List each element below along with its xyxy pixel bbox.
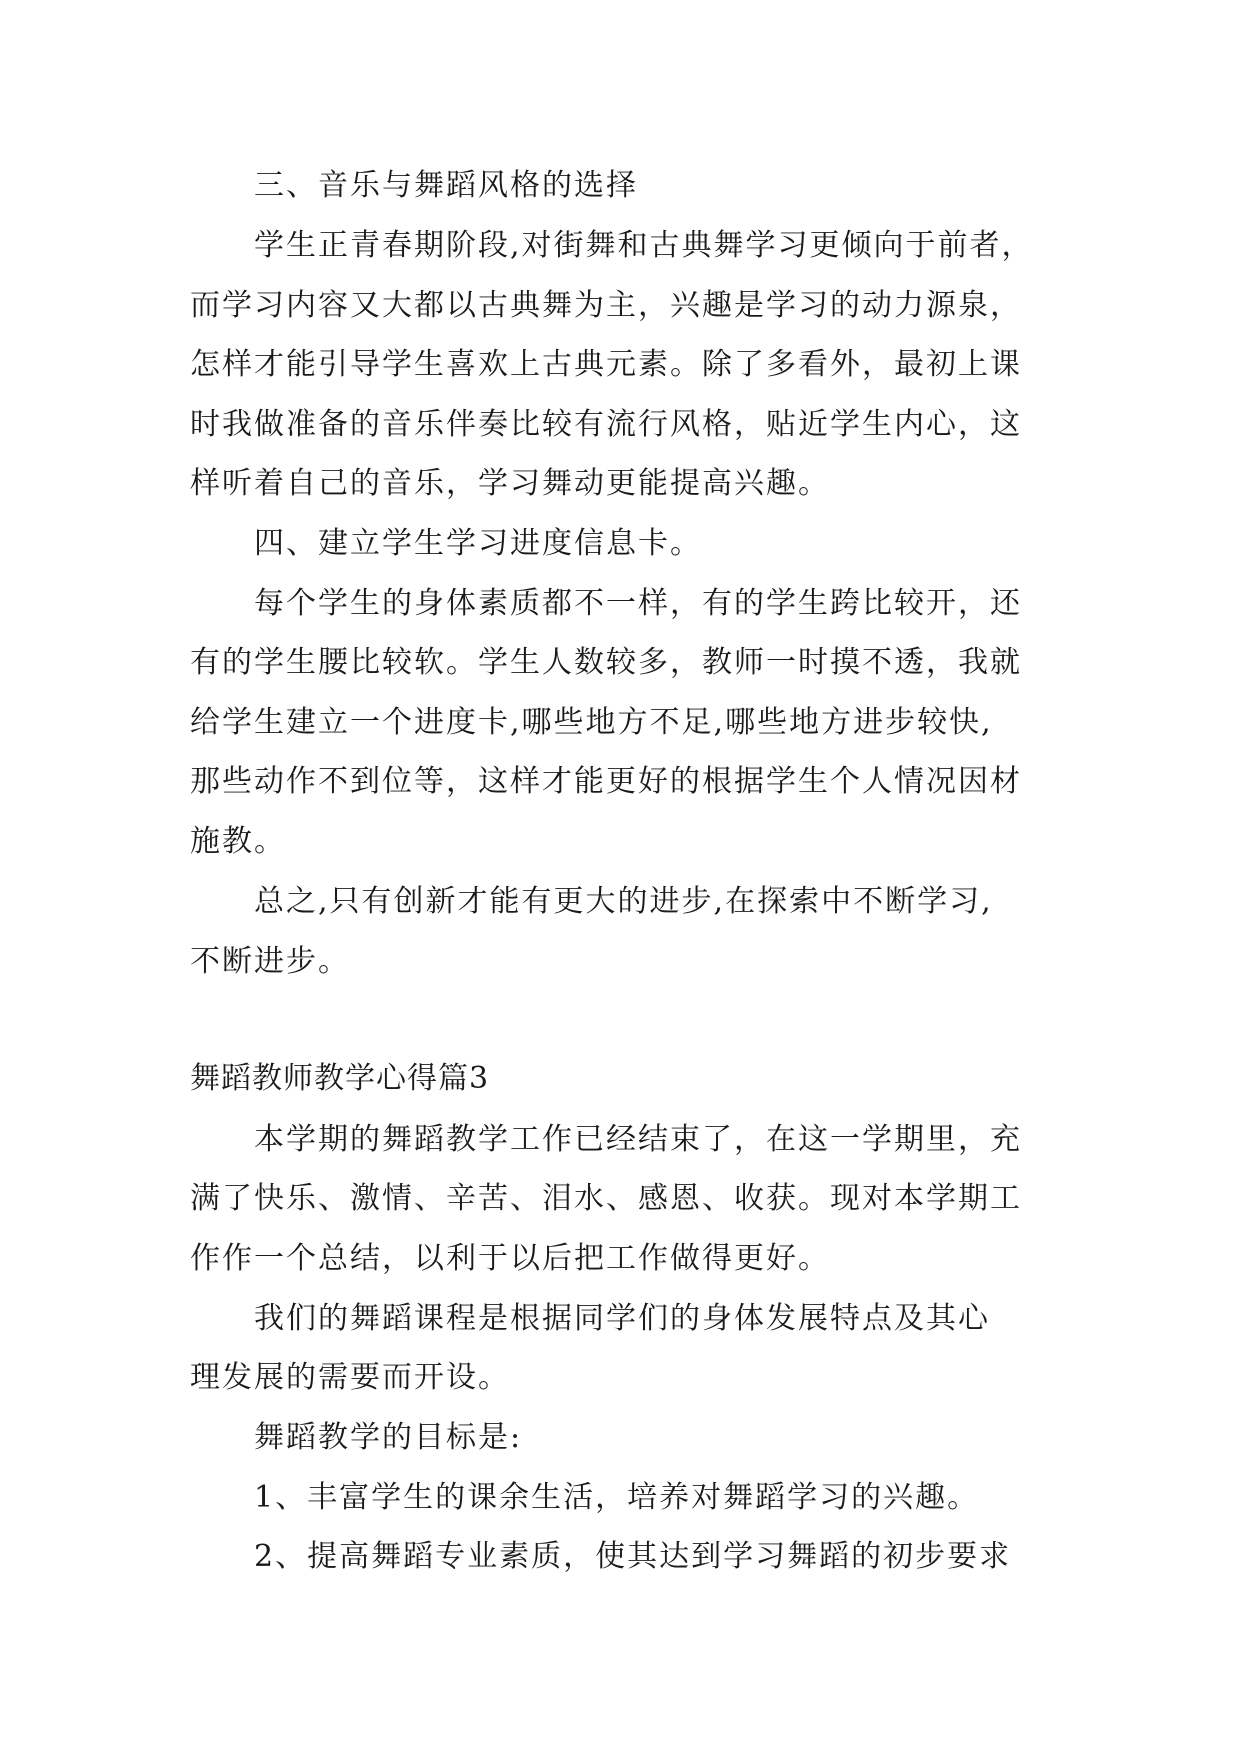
paragraph-line: 怎样才能引导学生喜欢上古典元素。除了多看外，最初上课: [190, 347, 1022, 382]
paragraph-line: 时我做准备的音乐伴奏比较有流行风格，贴近学生内心，这: [190, 407, 1022, 442]
article-title: 舞蹈教师教学心得篇3: [190, 1061, 490, 1096]
list-item: 2、提高舞蹈专业素质，使其达到学习舞蹈的初步要求: [254, 1539, 1012, 1574]
paragraph-line: 而学习内容又大都以古典舞为主，兴趣是学习的动力源泉，: [190, 288, 1022, 323]
paragraph-line: 满了快乐、激情、辛苦、泪水、感恩、收获。现对本学期工: [190, 1181, 1022, 1216]
paragraph-line: 理发展的需要而开设。: [190, 1360, 510, 1395]
paragraph-line: 有的学生腰比较软。学生人数较多，教师一时摸不透，我就: [190, 645, 1022, 680]
section-heading-music-style: 三、音乐与舞蹈风格的选择: [254, 168, 638, 203]
paragraph-line: 施教。: [190, 824, 286, 859]
paragraph-line: 不断进步。: [190, 944, 350, 979]
paragraph-line: 总之,只有创新才能有更大的进步,在探索中不断学习,: [254, 884, 993, 919]
paragraph-line: 样听着自己的音乐，学习舞动更能提高兴趣。: [190, 466, 830, 501]
paragraph-line: 每个学生的身体素质都不一样，有的学生跨比较开，还: [254, 586, 1022, 621]
paragraph-line: 那些动作不到位等，这样才能更好的根据学生个人情况因材: [190, 764, 1022, 799]
paragraph-line: 我们的舞蹈课程是根据同学们的身体发展特点及其心: [254, 1301, 990, 1336]
paragraph-line: 学生正青春期阶段,对街舞和古典舞学习更倾向于前者，: [254, 228, 1034, 263]
paragraph-line: 本学期的舞蹈教学工作已经结束了，在这一学期里，充: [254, 1122, 1022, 1157]
paragraph-line: 给学生建立一个进度卡,哪些地方不足,哪些地方进步较快,: [190, 705, 993, 740]
paragraph-line: 作作一个总结，以利于以后把工作做得更好。: [190, 1241, 830, 1276]
paragraph-line: 舞蹈教学的目标是:: [254, 1420, 523, 1455]
section-heading-progress-card: 四、建立学生学习进度信息卡。: [254, 526, 702, 561]
list-item: 1、丰富学生的课余生活，培养对舞蹈学习的兴趣。: [254, 1480, 980, 1515]
